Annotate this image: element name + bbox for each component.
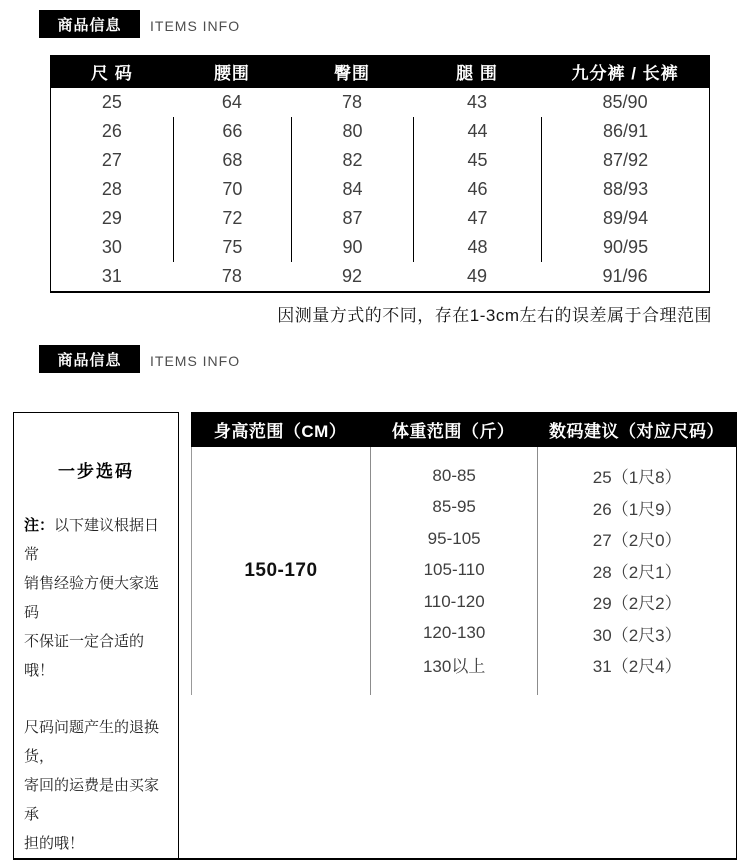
advice-note-line: 尺码问题产生的退换货， xyxy=(24,719,160,765)
cell-length: 87/92 xyxy=(541,146,709,175)
cell-waist: 66 xyxy=(173,117,291,146)
cell-waist: 75 xyxy=(173,233,291,262)
cell-leg: 49 xyxy=(467,266,488,286)
advice-sidebar xyxy=(13,412,179,858)
cell-leg: 48 xyxy=(413,233,541,262)
cell-waist: 64 xyxy=(221,92,242,112)
cell-leg: 45 xyxy=(413,146,541,175)
size-table-row xyxy=(51,175,709,204)
advice-note-line: 销售经验方便大家选码 xyxy=(24,575,160,621)
size-table xyxy=(50,55,710,293)
header-cell-height-range: 身高范围（CM） xyxy=(213,422,347,441)
items-info-badge xyxy=(39,10,240,38)
cell-hip: 84 xyxy=(291,175,413,204)
badge-label-en: ITEMS INFO xyxy=(150,18,241,34)
size-advice-cell: 26（1尺9） xyxy=(592,499,682,519)
weight-range-cell: 110-120 xyxy=(423,591,485,611)
cell-hip: 90 xyxy=(291,233,413,262)
size-advice-cell: 29（2尺2） xyxy=(592,594,682,614)
size-advice-table xyxy=(13,412,737,860)
advice-note-line: 以下建议根据日常 xyxy=(24,517,160,563)
weight-range-cell: 95-105 xyxy=(427,528,481,548)
cell-leg: 47 xyxy=(413,204,541,233)
advice-sidebar-title: 一步选码 xyxy=(58,462,134,481)
advice-data-area xyxy=(191,412,737,858)
cell-waist: 72 xyxy=(173,204,291,233)
cell-waist: 70 xyxy=(173,175,291,204)
size-table-row xyxy=(51,233,709,262)
cell-size: 30 xyxy=(101,237,122,257)
cell-size: 27 xyxy=(101,150,122,170)
weight-range-column xyxy=(370,447,538,695)
advice-note-line: 不保证一定合适的哦！ xyxy=(24,633,145,679)
cell-length: 85/90 xyxy=(602,92,648,112)
cell-length: 86/91 xyxy=(541,117,709,146)
size-table-row xyxy=(51,146,709,175)
cell-waist: 78 xyxy=(221,266,242,286)
size-table-row xyxy=(51,117,709,146)
advice-note-label: 注： xyxy=(24,517,55,534)
cell-size: 25 xyxy=(101,92,122,112)
size-table-header xyxy=(51,55,709,88)
weight-range-cell: 130以上 xyxy=(422,657,486,677)
cell-hip: 92 xyxy=(342,266,363,286)
size-table-row xyxy=(51,88,709,117)
header-cell-waist: 腰围 xyxy=(213,64,250,83)
measurement-tolerance-note: 因测量方式的不同，存在1-3cm左右的误差属于合理范围 xyxy=(277,306,712,325)
cell-hip: 87 xyxy=(291,204,413,233)
advice-table-header xyxy=(191,412,736,447)
weight-range-cell: 120-130 xyxy=(422,623,486,643)
size-advice-cell: 25（1尺8） xyxy=(592,468,682,488)
cell-length: 91/96 xyxy=(602,266,648,286)
cell-leg: 44 xyxy=(413,117,541,146)
cell-length: 90/95 xyxy=(541,233,709,262)
cell-size: 26 xyxy=(101,121,122,141)
cell-leg: 43 xyxy=(467,92,488,112)
cell-size: 29 xyxy=(101,208,122,228)
header-cell-hip: 臀围 xyxy=(334,64,371,83)
weight-range-cell: 85-95 xyxy=(432,497,476,517)
size-table-row xyxy=(51,262,709,291)
advice-note-line: 担的哦！ xyxy=(24,835,85,852)
advice-table-body xyxy=(191,447,736,695)
cell-length: 88/93 xyxy=(541,175,709,204)
header-cell-size-advice: 数码建议（对应尺码） xyxy=(549,422,725,441)
header-cell-weight-range: 体重范围（斤） xyxy=(391,422,515,441)
items-info-badge xyxy=(39,345,240,373)
size-advice-cell: 27（2尺0） xyxy=(592,531,682,551)
cell-hip: 82 xyxy=(291,146,413,175)
size-table-row xyxy=(51,204,709,233)
size-advice-cell: 31（2尺4） xyxy=(592,657,682,677)
size-advice-column xyxy=(537,447,736,695)
advice-note-1 xyxy=(24,511,168,685)
weight-range-cell: 105-110 xyxy=(423,560,485,580)
cell-hip: 78 xyxy=(342,92,363,112)
badge-label-cn: 商品信息 xyxy=(39,10,140,38)
cell-size: 31 xyxy=(101,266,122,286)
cell-size: 28 xyxy=(101,179,122,199)
advice-note-2 xyxy=(24,713,168,858)
header-cell-leg: 腿 围 xyxy=(456,64,498,83)
cell-hip: 80 xyxy=(291,117,413,146)
size-advice-cell: 30（2尺3） xyxy=(592,625,682,645)
cell-leg: 46 xyxy=(413,175,541,204)
cell-waist: 68 xyxy=(173,146,291,175)
header-cell-size: 尺 码 xyxy=(90,64,133,83)
weight-range-cell: 80-85 xyxy=(432,465,476,485)
size-advice-cell: 28（2尺1） xyxy=(592,562,682,582)
badge-label-en: ITEMS INFO xyxy=(150,353,241,369)
header-cell-length: 九分裤 / 长裤 xyxy=(571,64,679,83)
advice-note-line: 寄回的运费是由买家承 xyxy=(24,777,160,823)
height-range-cell: 150-170 xyxy=(244,560,318,581)
cell-length: 89/94 xyxy=(541,204,709,233)
badge-label-cn: 商品信息 xyxy=(39,345,140,373)
